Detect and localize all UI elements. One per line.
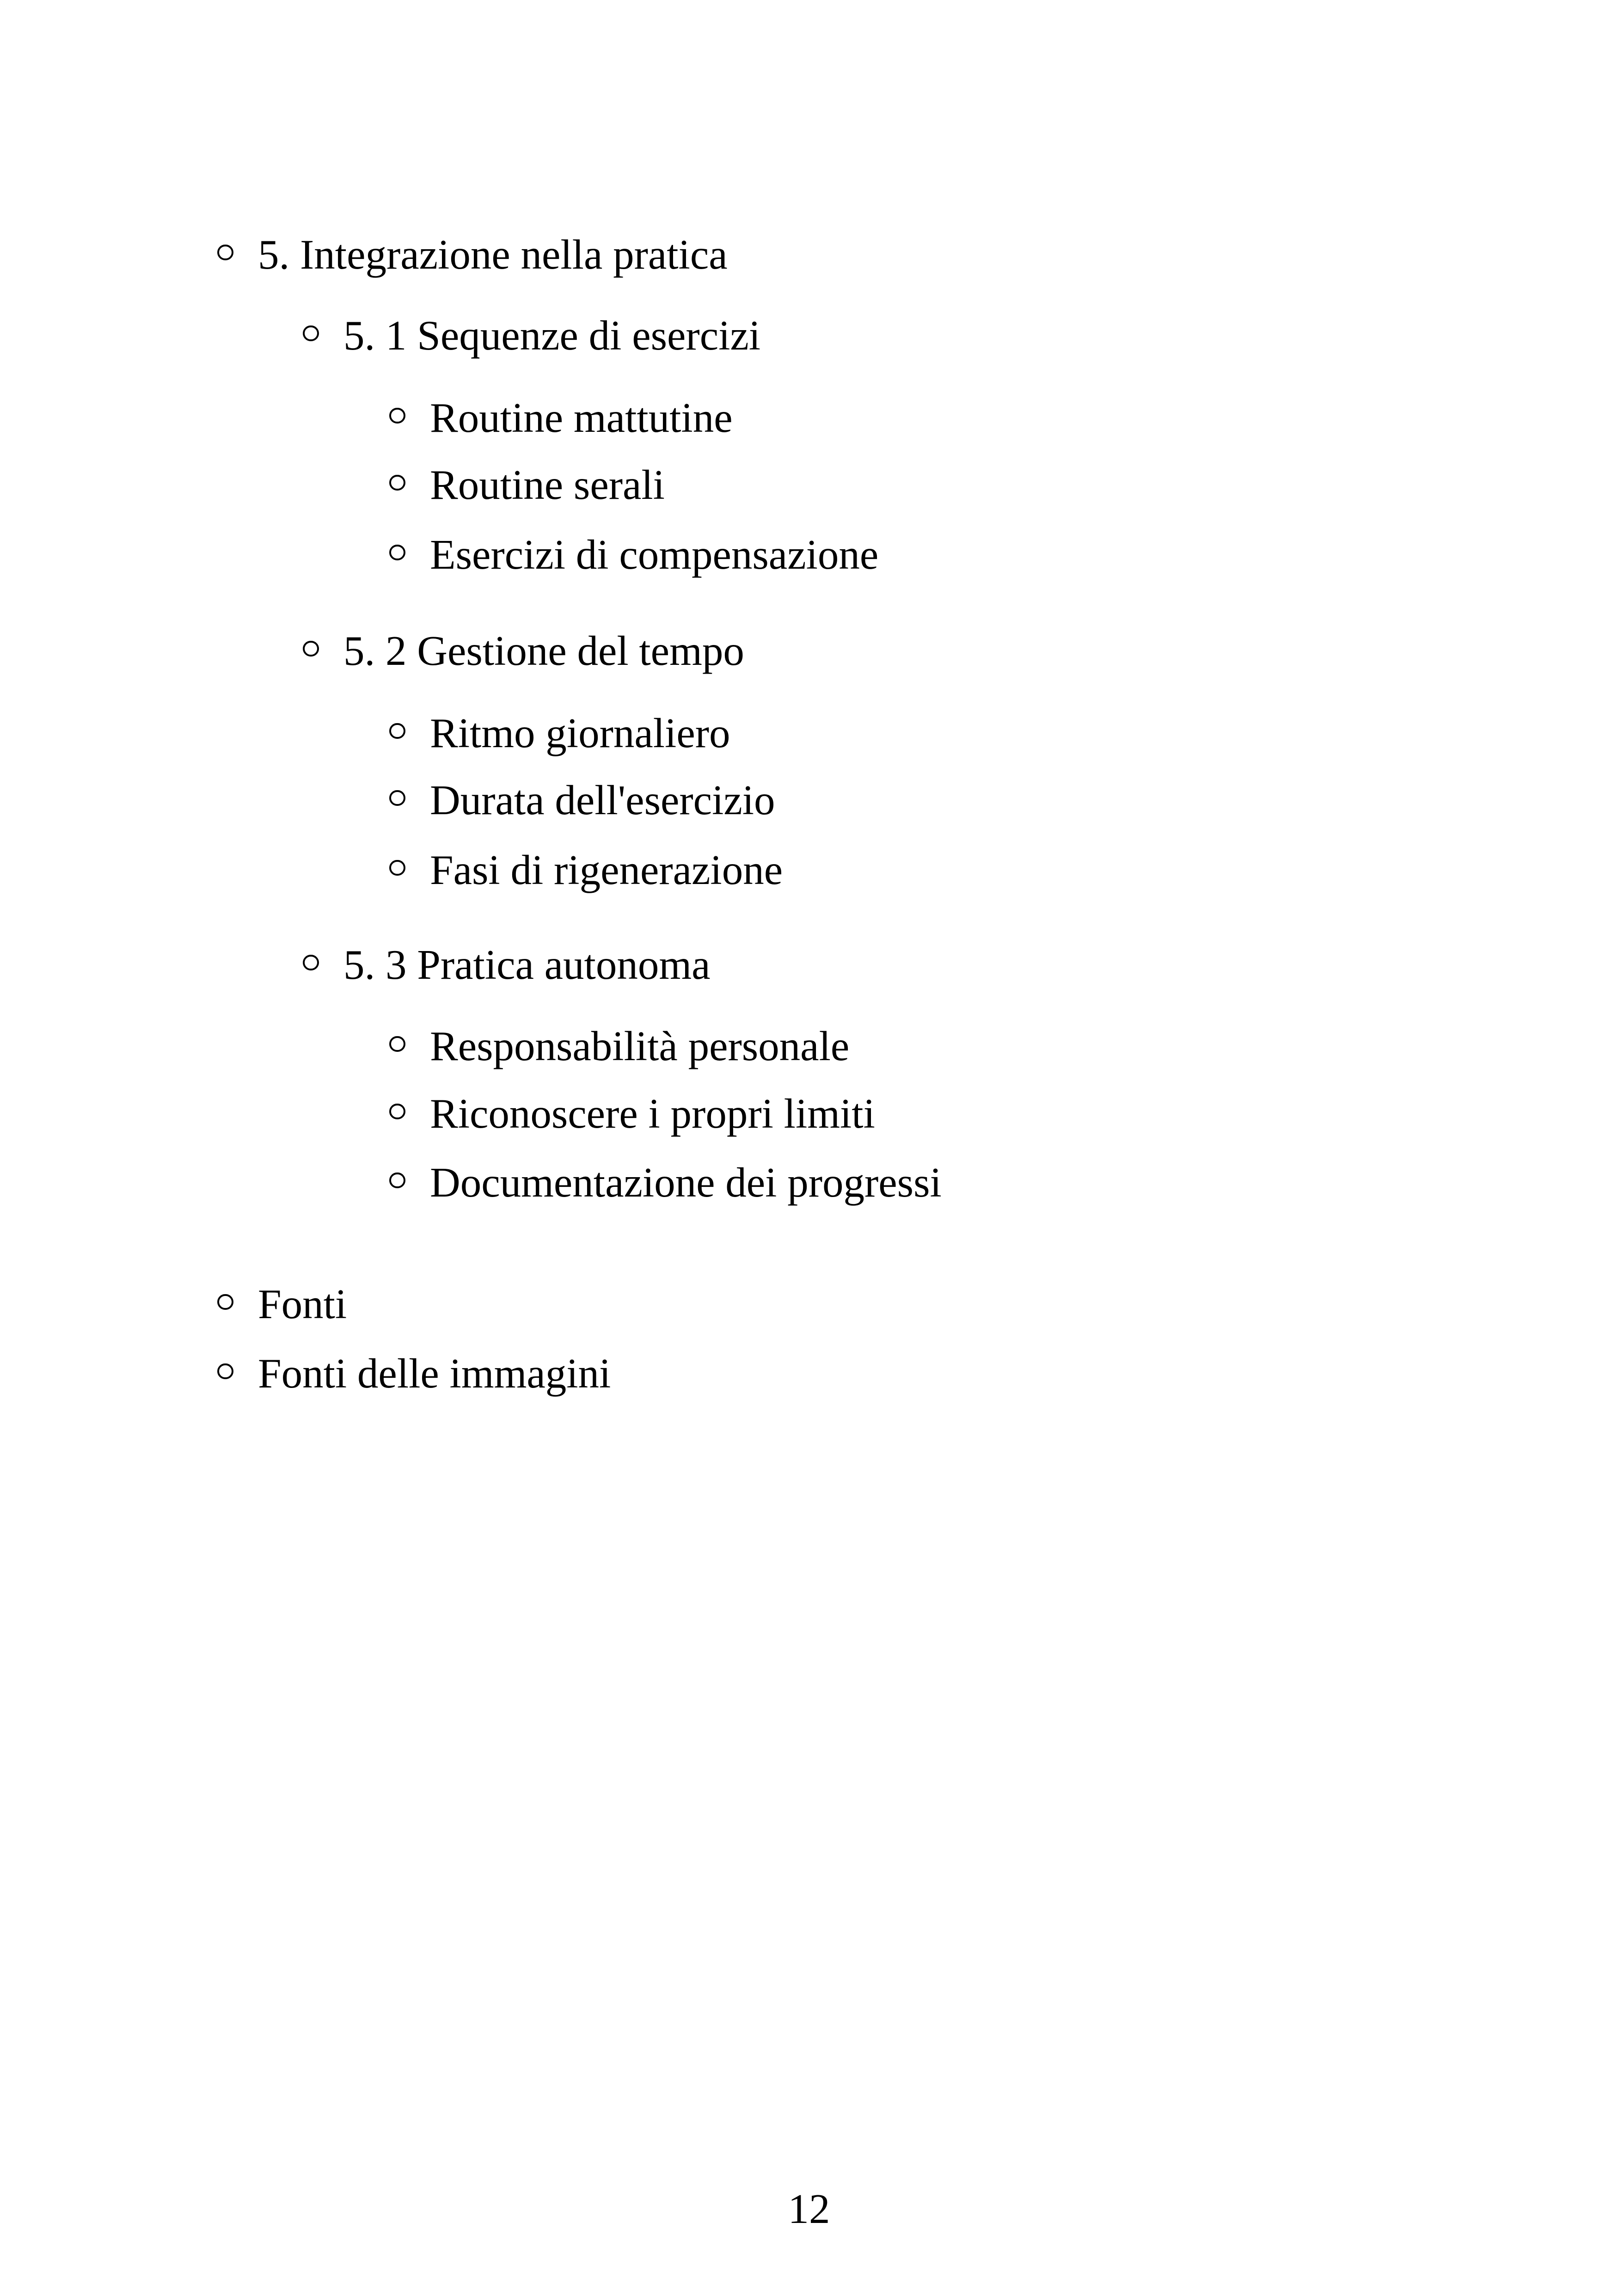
hollow-circle-icon — [389, 1104, 405, 1120]
toc-item-label: 5. 3 Pratica autonoma — [343, 941, 711, 988]
toc-item-label: Routine mattutine — [430, 394, 733, 441]
hollow-circle-icon — [303, 325, 319, 342]
hollow-circle-icon — [217, 245, 233, 261]
hollow-circle-icon — [217, 1363, 233, 1380]
toc-item-label: Ritmo giornaliero — [430, 710, 730, 756]
toc-item-label: Fonti — [258, 1281, 347, 1327]
toc-item-label: Fasi di rigenerazione — [430, 847, 783, 893]
toc-item-label: Responsabilità personale — [430, 1023, 850, 1069]
hollow-circle-icon — [389, 723, 405, 739]
hollow-circle-icon — [303, 955, 319, 971]
hollow-circle-icon — [389, 545, 405, 561]
hollow-circle-icon — [389, 860, 405, 876]
toc-item-label: 5. 1 Sequenze di esercizi — [343, 312, 761, 359]
hollow-circle-icon — [389, 790, 405, 806]
hollow-circle-icon — [303, 641, 319, 657]
hollow-circle-icon — [389, 475, 405, 491]
toc-item-label: Routine serali — [430, 461, 665, 508]
toc-item-label: 5. 2 Gestione del tempo — [343, 627, 744, 674]
toc-item-label: Riconoscere i propri limiti — [430, 1090, 875, 1137]
page-number: 12 — [788, 2185, 830, 2232]
toc-item-label: 5. Integrazione nella pratica — [258, 231, 728, 278]
toc-item-label: Esercizi di compensazione — [430, 531, 879, 578]
toc-item-label: Documentazione dei progressi — [430, 1159, 942, 1206]
hollow-circle-icon — [389, 1036, 405, 1052]
toc-item-label: Durata dell'esercizio — [430, 777, 775, 823]
hollow-circle-icon — [217, 1294, 233, 1310]
toc-item-label: Fonti delle immagini — [258, 1350, 611, 1397]
hollow-circle-icon — [389, 1173, 405, 1189]
hollow-circle-icon — [389, 408, 405, 424]
